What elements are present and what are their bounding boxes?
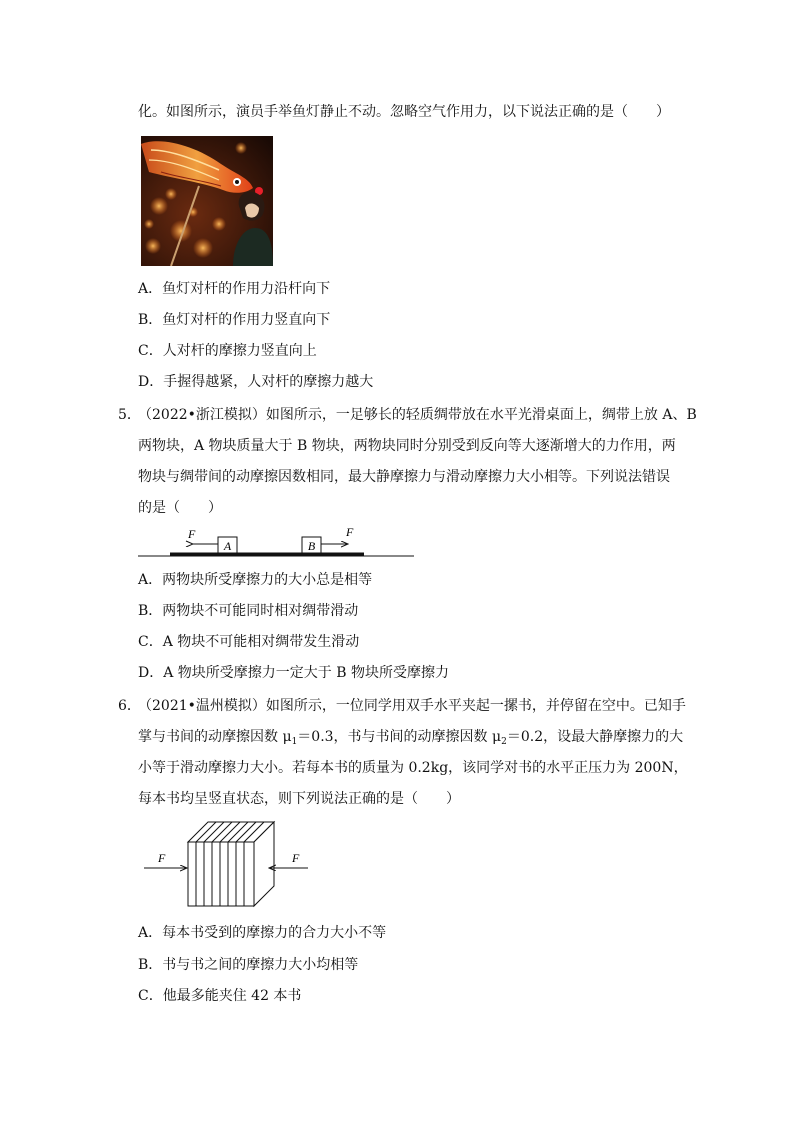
q5-option-c[interactable]: C．A 物块不可能相对绸带发生滑动: [138, 634, 360, 650]
q5-force-left-label: F: [188, 527, 196, 541]
q5-force-right-label: F: [346, 525, 354, 539]
q6-line2-part-b: ＝0.3，书与书间的动摩擦因数 μ: [297, 729, 502, 745]
q6-stem-line-3: 小等于滑动摩擦力大小。若每本书的质量为 0.2kg，该同学对书的水平正压力为 200N，: [138, 760, 688, 776]
q5-stem-line-2: 两物块，A 物块质量大于 B 物块，两物块同时分别受到反向等大逐渐增大的力作用，两: [138, 438, 676, 454]
fish-lantern-photo: [141, 136, 273, 266]
q6-line2-part-c: ＝0.2，设最大静摩擦力的大: [506, 729, 684, 745]
q4-option-c[interactable]: C．人对杆的摩擦力竖直向上: [138, 343, 317, 359]
q4-option-d[interactable]: D．手握得越紧，人对杆的摩擦力越大: [138, 374, 374, 390]
q6-book-stack: [188, 822, 274, 906]
fish-lantern-illustration: [141, 136, 273, 266]
q4-option-a[interactable]: A．鱼灯对杆的作用力沿杆向下: [138, 281, 331, 297]
q6-mu2-subscript: 2: [501, 737, 507, 747]
q6-option-b[interactable]: B．书与书之间的摩擦力大小均相等: [138, 957, 359, 973]
q6-option-a[interactable]: A．每本书受到的摩擦力的合力大小不等: [138, 925, 387, 941]
q5-option-d[interactable]: D．A 物块所受摩擦力一定大于 B 物块所受摩擦力: [138, 665, 449, 681]
q4-option-b[interactable]: B．鱼灯对杆的作用力竖直向下: [138, 312, 331, 328]
q5-block-a-label: A: [223, 539, 232, 553]
q4-stem-end: 化。如图所示，演员手举鱼灯静止不动。忽略空气作用力，以下说法正确的是（ ）: [138, 104, 670, 120]
q6-stem-line-4: 每本书均呈竖直状态，则下列说法正确的是（ ）: [138, 791, 460, 807]
q6-mu1-subscript: 1: [291, 737, 298, 747]
q6-number: 6．: [118, 698, 141, 714]
q5-diagram: [138, 524, 418, 562]
q5-option-a[interactable]: A．两物块所受摩擦力的大小总是相等: [138, 572, 373, 588]
q6-force-right-label: F: [292, 851, 300, 865]
q6-stem-line-2: [138, 727, 683, 752]
q5-stem-line-1: （2022•浙江模拟）如图所示，一足够长的轻质绸带放在水平光滑桌面上，绸带上放 A、B: [138, 407, 697, 423]
q5-block-b-label: B: [307, 539, 316, 553]
q6-line2-part-a: 掌与书间的动摩擦因数 μ: [138, 729, 292, 745]
q5-stem-line-4: 的是（ ）: [138, 500, 222, 516]
q5-stem-line-3: 物块与绸带间的动摩擦因数相同，最大静摩擦力与滑动摩擦力大小相等。下列说法错误: [138, 469, 670, 485]
q6-force-left-label: F: [158, 851, 166, 865]
q6-option-c[interactable]: C．他最多能夹住 42 本书: [138, 988, 302, 1004]
q5-option-b[interactable]: B．两物块不可能同时相对绸带滑动: [138, 603, 359, 619]
q6-stem-line-1: （2021•温州模拟）如图所示，一位同学用双手水平夹起一摞书，并停留在空中。已知手: [138, 698, 686, 714]
q5-number: 5．: [118, 407, 141, 423]
q6-diagram: [138, 818, 314, 910]
